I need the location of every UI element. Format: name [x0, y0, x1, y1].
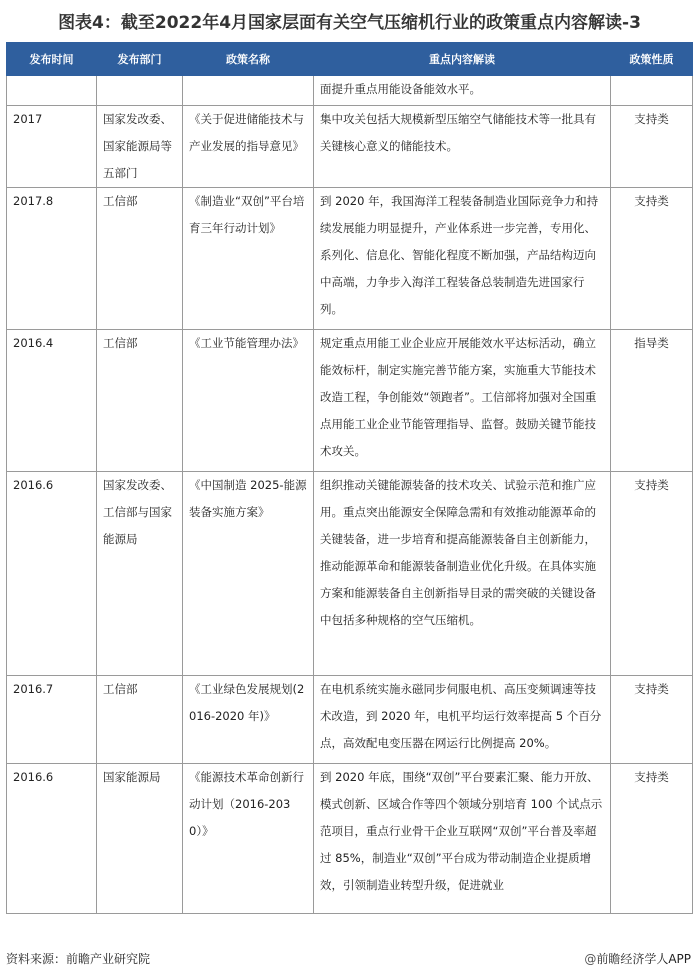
cell-dept: 国家发改委、工信部与国家能源局: [97, 472, 183, 676]
table-row: [7, 676, 693, 764]
cell-type: 支持类: [611, 676, 693, 764]
cell-type: 支持类: [611, 106, 693, 188]
header-type: 政策性质: [611, 43, 693, 76]
table-row: [7, 472, 693, 676]
cell-content: 面提升重点用能设备能效水平。: [314, 76, 611, 106]
cell-content: 组织推动关键能源装备的技术攻关、试验示范和推广应用。重点突出能源安全保障急需和有效推动能源革命的关键装备，进一步培育和提高能源装备自主创新能力，推动能源革命和能源装备制造业优化升级。在具体实施方案和能源装备自主创新指导目录的需突破的关键设备中包括多种规格的空气压缩机。: [314, 472, 611, 676]
table-row: [7, 106, 693, 188]
at-icon: @: [584, 952, 597, 966]
cell-name: [183, 76, 314, 106]
cell-content: 集中攻关包括大规模新型压缩空气储能技术等一批具有关键核心意义的储能技术。: [314, 106, 611, 188]
table-row: [7, 330, 693, 472]
header-dept: 发布部门: [97, 43, 183, 76]
cell-dept: 国家发改委、国家能源局等五部门: [97, 106, 183, 188]
header-date: 发布时间: [7, 43, 97, 76]
cell-name: 《制造业“双创”平台培育三年行动计划》: [183, 188, 314, 330]
page-title: 图表4：截至2022年4月国家层面有关空气压缩机行业的政策重点内容解读-3: [58, 13, 641, 33]
brand-credit: [584, 950, 691, 967]
cell-date: 2016.7: [7, 676, 97, 764]
cell-dept: 工信部: [97, 676, 183, 764]
cell-type: [611, 76, 693, 106]
cell-type: 支持类: [611, 472, 693, 676]
cell-content: 规定重点用能工业企业应开展能效水平达标活动，确立能效标杆，制定实施完善节能方案，实施重大节能技术改造工程，争创能效“领跑者”。工信部将加强对全国重点用能工业企业节能管理指导、监督。鼓励关键节能技术攻关。: [314, 330, 611, 472]
table-row: [7, 76, 693, 106]
cell-dept: [97, 76, 183, 106]
cell-dept: 工信部: [97, 188, 183, 330]
cell-type: 支持类: [611, 188, 693, 330]
cell-name: 《工业节能管理办法》: [183, 330, 314, 472]
cell-dept: 工信部: [97, 330, 183, 472]
cell-date: 2017.8: [7, 188, 97, 330]
cell-type: 支持类: [611, 764, 693, 914]
cell-type: 指导类: [611, 330, 693, 472]
brand-name: 前瞻经济学人APP: [596, 952, 691, 966]
table-header-row: [7, 43, 693, 76]
header-content: 重点内容解读: [314, 43, 611, 76]
cell-date: [7, 76, 97, 106]
cell-date: 2016.6: [7, 764, 97, 914]
cell-name: 《关于促进储能技术与产业发展的指导意见》: [183, 106, 314, 188]
cell-date: 2017: [7, 106, 97, 188]
cell-name: 《工业绿色发展规划(2016-2020 年)》: [183, 676, 314, 764]
table-row: [7, 188, 693, 330]
table-row: [7, 764, 693, 914]
cell-name: 《中国制造 2025-能源装备实施方案》: [183, 472, 314, 676]
cell-date: 2016.6: [7, 472, 97, 676]
source-note: 资料来源：前瞻产业研究院: [6, 952, 151, 966]
policy-table: [6, 42, 693, 914]
cell-content: 到 2020 年底，围绕“双创”平台要素汇聚、能力开放、模式创新、区域合作等四个领域分别培育 100 个试点示范项目，重点行业骨干企业互联网“双创”平台普及率超过 85%，制造业“双创”平台成为带动制造企业提质增效，引领制造业转型升级，促进就业: [314, 764, 611, 914]
cell-date: 2016.4: [7, 330, 97, 472]
cell-dept: 国家能源局: [97, 764, 183, 914]
cell-name: 《能源技术革命创新行动计划（2016-2030）》: [183, 764, 314, 914]
cell-content: 到 2020 年，我国海洋工程装备制造业国际竞争力和持续发展能力明显提升，产业体系进一步完善，专用化、系列化、信息化、智能化程度不断加强，产品结构迈向中高端，力争步入海洋工程装备总装制造先进国家行列。: [314, 188, 611, 330]
cell-content: 在电机系统实施永磁同步伺服电机、高压变频调速等技术改造，到 2020 年，电机平均运行效率提高 5 个百分点，高效配电变压器在网运行比例提高 20%。: [314, 676, 611, 764]
header-name: 政策名称: [183, 43, 314, 76]
